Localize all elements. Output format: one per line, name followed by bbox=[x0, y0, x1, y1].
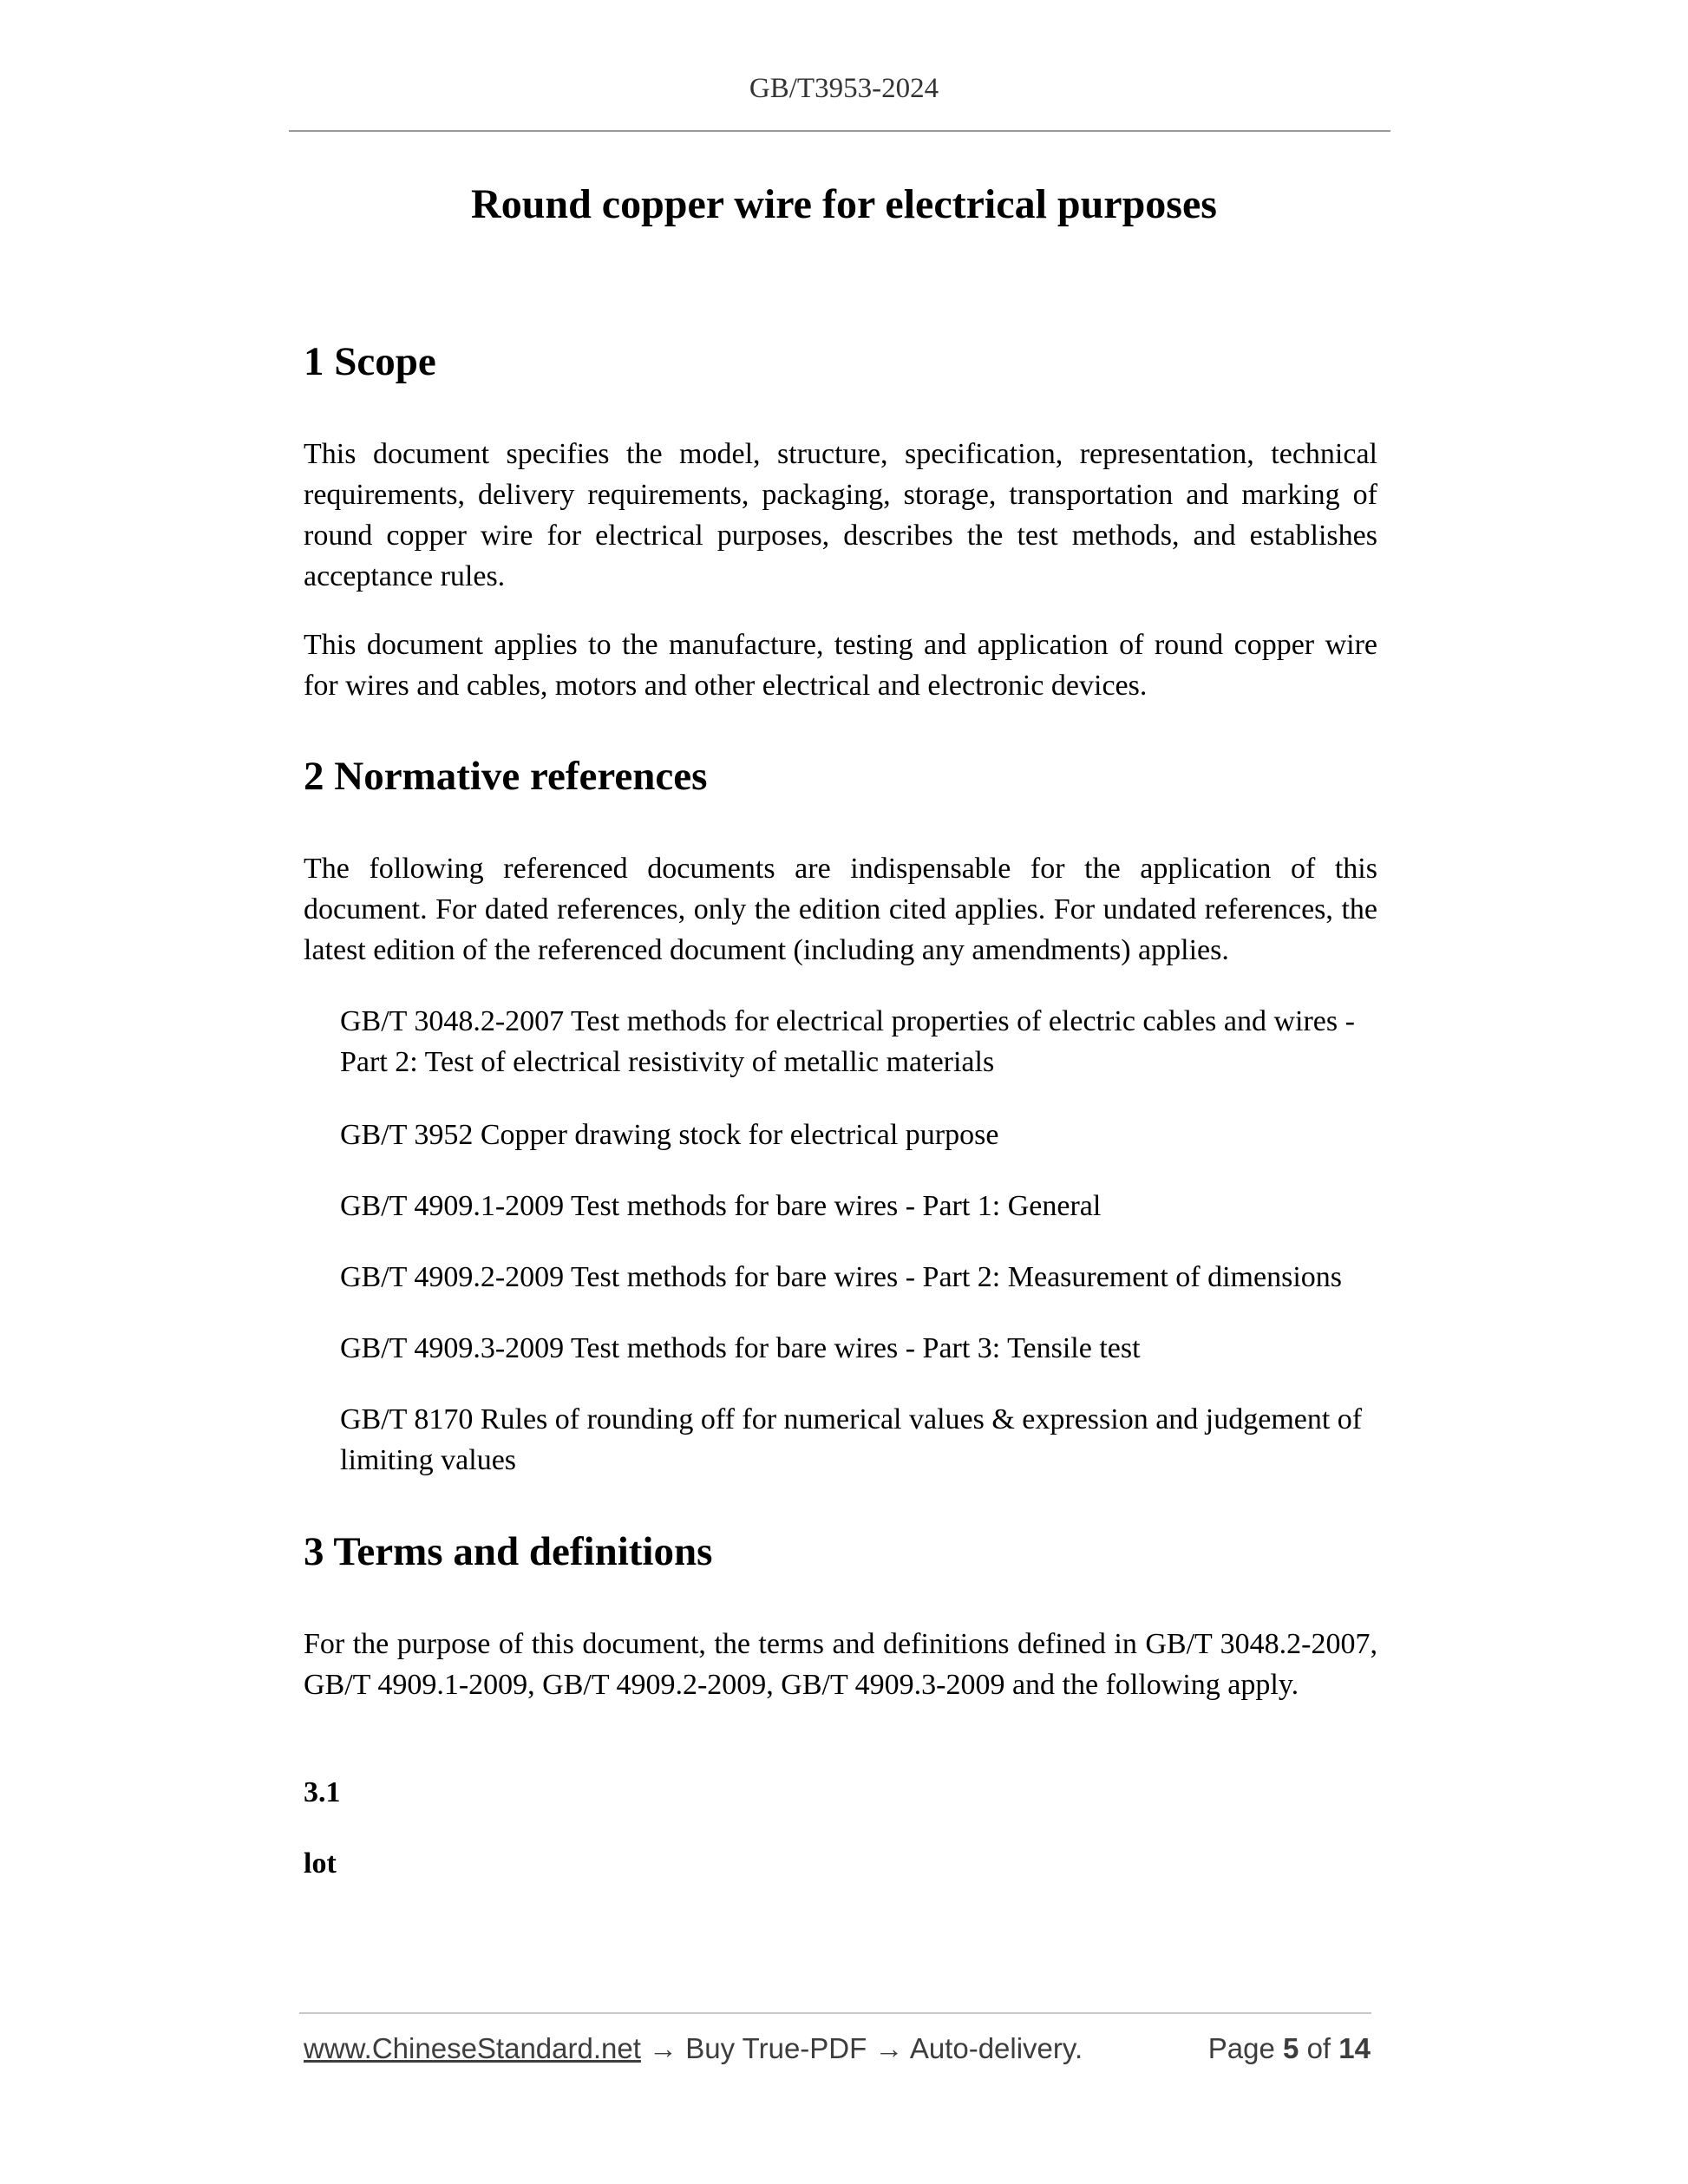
page-footer bbox=[304, 2032, 1371, 2065]
page-label: Page bbox=[1207, 2032, 1275, 2064]
footer-tagline: → Buy True-PDF → Auto-delivery. bbox=[640, 2032, 1083, 2064]
website-link[interactable]: www.ChineseStandard.net bbox=[304, 2032, 641, 2064]
reference-item: GB/T 4909.1-2009 Test methods for bare wires - Part 1: General bbox=[340, 1190, 1102, 1222]
normative-intro-paragraph: The following referenced documents are indispensable for the application of this document. For dated references, only the edition cited applies. For undated references, the latest edition of the referenced document (including any amendments) applies. bbox=[304, 853, 1377, 966]
reference-item: GB/T 3952 Copper drawing stock for electrical purpose bbox=[340, 1119, 999, 1151]
reference-item: GB/T 4909.3-2009 Test methods for bare wires - Part 3: Tensile test bbox=[340, 1332, 1141, 1364]
section-heading-terms-and-definitions: 3 Terms and definitions bbox=[304, 1529, 713, 1574]
section-heading-normative-references: 2 Normative references bbox=[304, 754, 708, 799]
terms-intro-paragraph: For the purpose of this document, the terms and definitions defined in GB/T 3048.2-2007, GB/T 4909.1-2009, GB/T 4909.2-2009, GB/T 4909.3-2009 and the following apply. bbox=[304, 1628, 1377, 1701]
document-title: Round copper wire for electrical purposes bbox=[471, 181, 1217, 227]
section-heading-scope: 1 Scope bbox=[304, 339, 436, 384]
reference-item: GB/T 4909.2-2009 Test methods for bare wires - Part 2: Measurement of dimensions bbox=[340, 1261, 1343, 1293]
scope-paragraph: This document applies to the manufacture, testing and application of round copper wire for wires and cables, motors and other electrical and electronic devices. bbox=[304, 629, 1377, 702]
term-entry-name: lot bbox=[304, 1847, 337, 1880]
footer-divider bbox=[299, 2012, 1371, 2014]
of-label: of bbox=[1306, 2032, 1331, 2064]
reference-item: GB/T 3048.2-2007 Test methods for electrical properties of electric cables and wires - Part 2: Test of electrical resistivity of metallic materials bbox=[340, 1005, 1355, 1078]
reference-item: GB/T 8170 Rules of rounding off for numerical values & expression and judgement of limiting values bbox=[340, 1403, 1363, 1476]
scope-paragraph: This document specifies the model, structure, specification, representation, technical requirements, delivery requirements, packaging, storage, transportation and marking of round copper wire for electrical purposes, describes the test methods, and establishes acceptance rules. bbox=[304, 438, 1377, 592]
current-page-number: 5 bbox=[1283, 2032, 1299, 2064]
header-standard-number: GB/T3953-2024 bbox=[749, 73, 939, 104]
page-indicator bbox=[1208, 2032, 1371, 2065]
total-page-number: 14 bbox=[1338, 2032, 1371, 2064]
term-entry-number: 3.1 bbox=[304, 1776, 341, 1808]
header-divider bbox=[289, 130, 1390, 132]
